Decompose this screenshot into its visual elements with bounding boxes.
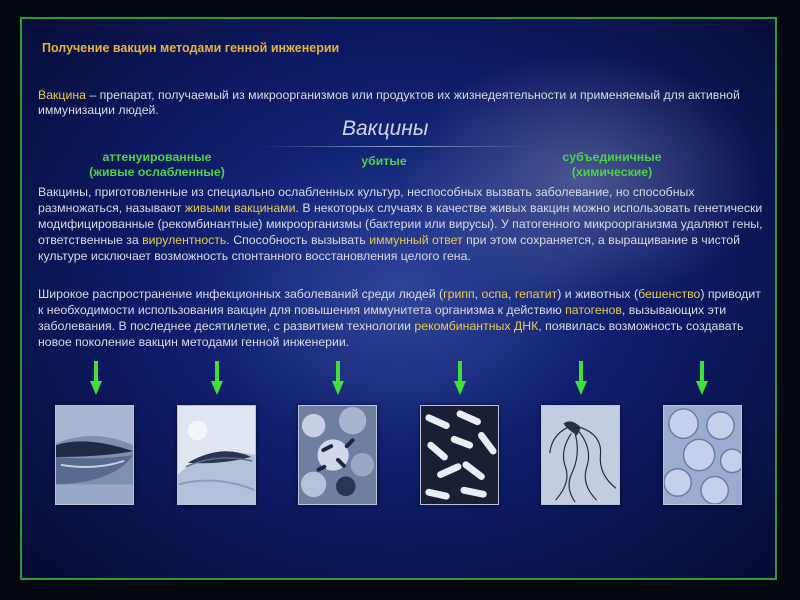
text-run: Широкое распространение инфекционных заболеваний среди людей ( <box>38 287 444 301</box>
text-run: , появилась возможность создавать новое поколение вакцин методами генной инженерии. <box>38 319 744 350</box>
slide-title: Получение вакцин методами генной инженерии <box>42 41 340 55</box>
term-immune-response: иммунный ответ <box>369 233 463 248</box>
vaccines-heading: Вакцины <box>342 117 429 140</box>
heading-underline <box>262 146 532 147</box>
term-live-vaccines: живыми вакцинами <box>184 201 296 216</box>
live-vaccines-paragraph <box>38 184 763 264</box>
red-blood-cells-icon <box>663 405 742 505</box>
down-arrow-icon <box>332 361 344 395</box>
category-attenuated-name: аттенуированные <box>102 150 212 164</box>
eye-photo-icon <box>177 405 256 505</box>
category-killed-name: убитые <box>361 154 407 168</box>
down-arrow-icon <box>696 361 708 395</box>
slide <box>20 17 777 580</box>
text-run: , <box>508 287 515 301</box>
category-subunit <box>552 150 672 180</box>
term-virulence: вирулентность <box>142 233 227 248</box>
text-run: , вызывающих эти заболевания. В последнее десятилетие, с развитием технологии <box>38 303 727 334</box>
category-attenuated-note: (живые ослабленные) <box>89 165 225 179</box>
text-run: ) и животных ( <box>557 287 639 301</box>
text-run: ) приводит к необходимости использования вакцин для повышения иммунитета организма к действию <box>38 287 761 318</box>
down-arrow-icon <box>90 361 102 395</box>
text-run: . В некоторых случаях в качестве живых вакцин можно использовать генетически модифицированные (рекомбинантные) микроорганизмы (бактерии или вирусы). У патогенного микроорганизма удаляют гены, ответственные за <box>38 201 763 248</box>
term-vaccine: Вакцина <box>38 88 86 102</box>
category-subunit-name: субъединичные <box>562 150 662 164</box>
category-attenuated <box>72 150 242 180</box>
term-flu: грипп <box>443 287 475 301</box>
text-run: , <box>474 287 482 301</box>
term-smallpox: оспа <box>481 287 509 301</box>
text-run: при этом сохраняется, а выращивание в чистой культуре исключает возможность спонтанного восстановления целого гена. <box>38 233 740 264</box>
definition-text: – препарат, получаемый из микроорганизмов или продуктов их жизнедеятельности и применяемый для активной иммунизации людей. <box>38 88 740 117</box>
down-arrow-icon <box>211 361 223 395</box>
term-pathogens: патогенов <box>565 303 622 318</box>
lips-photo-icon <box>55 405 134 505</box>
term-hepatitis: гепатит <box>514 287 558 301</box>
text-run: Вакцины, приготовленные из специально ослабленных культур, неспособных вызвать заболевание, но способных размножаться, называют <box>38 185 695 216</box>
bacilli-micrograph-icon <box>420 405 499 505</box>
vaccine-definition <box>38 88 758 118</box>
term-rabies: бешенство <box>638 287 701 301</box>
down-arrow-icon <box>575 361 587 395</box>
term-recombinant-dna: рекомбинантных ДНК <box>414 319 539 334</box>
category-subunit-note: (химические) <box>571 165 653 179</box>
category-killed <box>344 154 424 169</box>
infections-paragraph <box>38 286 766 350</box>
bacteria-micrograph-icon <box>298 405 377 505</box>
flagellated-bacterium-icon <box>541 405 620 505</box>
text-run: . Способность вызывать <box>226 233 370 248</box>
down-arrow-icon <box>454 361 466 395</box>
